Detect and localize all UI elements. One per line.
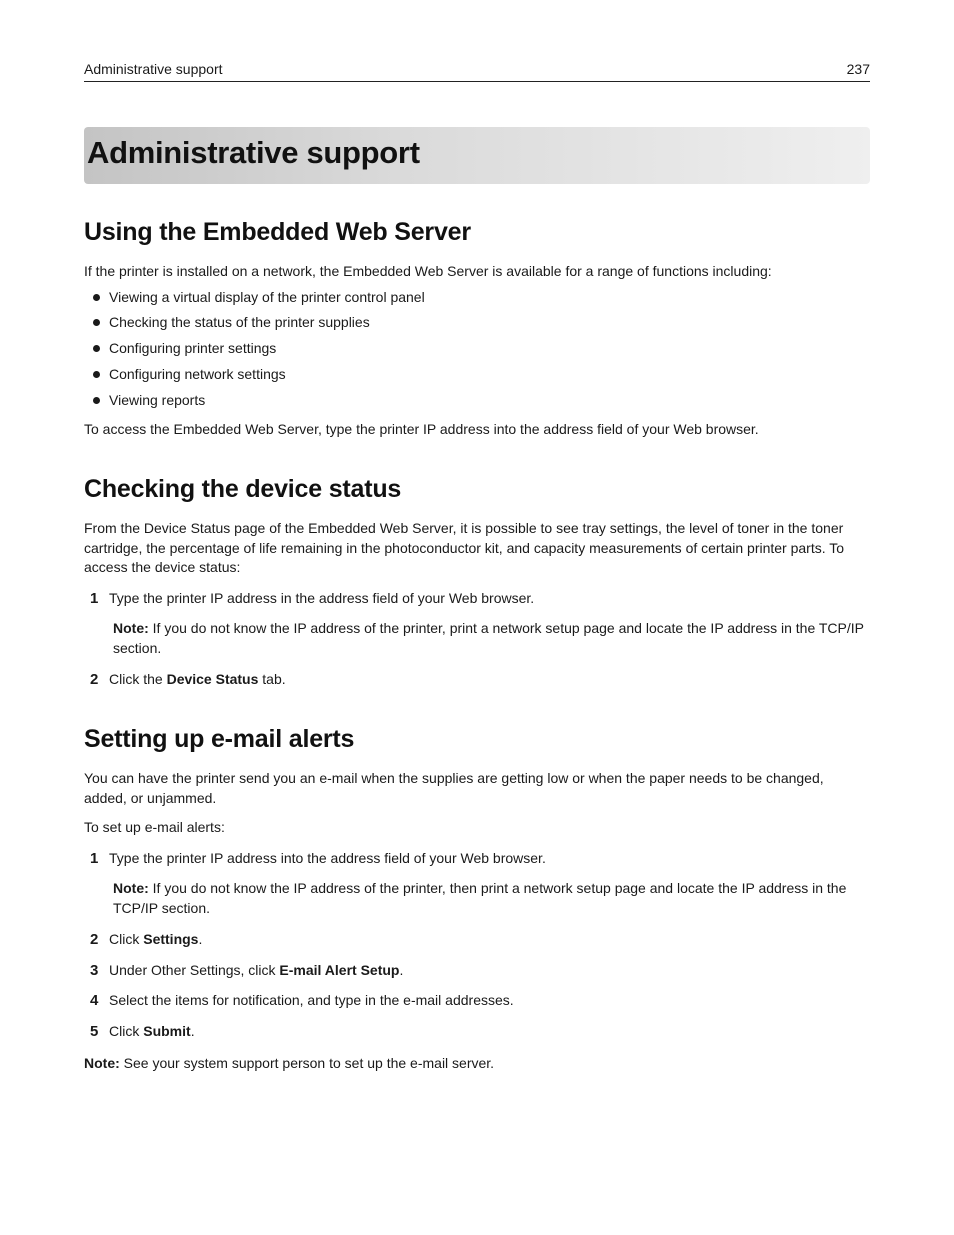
step-number: 3 bbox=[90, 962, 99, 979]
list-item-text: Viewing a virtual display of the printer control panel bbox=[109, 289, 425, 305]
note-text: If you do not know the IP address of the printer, then print a network setup page and locate the IP address in the TCP/IP section. bbox=[113, 880, 847, 916]
list-item bbox=[84, 339, 870, 359]
step-number: 1 bbox=[90, 850, 99, 867]
final-note bbox=[84, 1054, 870, 1074]
list-item bbox=[84, 365, 870, 385]
ui-label-device-status: Device Status bbox=[166, 671, 259, 687]
list-item bbox=[84, 313, 870, 333]
step-text: Type the printer IP address in the address field of your Web browser. bbox=[109, 590, 535, 606]
step-number: 4 bbox=[90, 992, 99, 1009]
bullet-icon bbox=[93, 397, 100, 404]
step-number: 2 bbox=[90, 671, 99, 688]
ui-label-email-alert-setup: E-mail Alert Setup bbox=[279, 962, 400, 978]
list-item bbox=[84, 391, 870, 411]
step-text: Select the items for notification, and type in the e-mail addresses. bbox=[109, 992, 514, 1008]
section-lead: To set up e-mail alerts: bbox=[84, 819, 225, 835]
page-number: 237 bbox=[846, 61, 870, 77]
section-intro: From the Device Status page of the Embedded Web Server, it is possible to see tray settings, the level of toner in the toner cartridge, the percentage of life remaining in the photoconductor kit, and capacity measurements of certain printer parts. To access the device status: bbox=[84, 520, 845, 575]
section-intro: You can have the printer send you an e-mail when the supplies are getting low or when the paper needs to be changed, added, or unjammed. bbox=[84, 770, 824, 806]
running-header bbox=[84, 60, 870, 82]
section-closing: To access the Embedded Web Server, type the printer IP address into the address field of your Web browser. bbox=[84, 421, 759, 437]
step-text: Type the printer IP address into the address field of your Web browser. bbox=[109, 850, 546, 866]
bullet-icon bbox=[93, 294, 100, 301]
bullet-icon bbox=[93, 371, 100, 378]
bullet-icon bbox=[93, 345, 100, 352]
list-item-text: Viewing reports bbox=[109, 392, 206, 408]
note bbox=[113, 619, 870, 658]
chapter-title: Administrative support bbox=[87, 135, 420, 170]
list-item-text: Checking the status of the printer supplies bbox=[109, 314, 370, 330]
ui-label-settings: Settings bbox=[143, 931, 199, 947]
note-text: See your system support person to set up the e-mail server. bbox=[119, 1055, 495, 1071]
note-label: Note: bbox=[113, 880, 149, 896]
note-label: Note: bbox=[84, 1055, 120, 1071]
section-heading-email-alerts: Setting up e-mail alerts bbox=[84, 725, 355, 753]
section-intro: If the printer is installed on a network, the Embedded Web Server is available for a range of functions including: bbox=[84, 263, 772, 279]
step-number: 1 bbox=[90, 590, 99, 607]
section-heading-device-status: Checking the device status bbox=[84, 475, 402, 503]
list-item bbox=[84, 288, 870, 308]
step-text: Under Other Settings, click E-mail Alert Setup. bbox=[109, 962, 404, 978]
step-text: Click Submit. bbox=[109, 1023, 195, 1039]
step-number: 5 bbox=[90, 1023, 99, 1040]
bullet-icon bbox=[93, 319, 100, 326]
step-text: Click the Device Status tab. bbox=[109, 671, 286, 687]
ui-label-submit: Submit bbox=[143, 1023, 191, 1039]
running-header-title: Administrative support bbox=[84, 61, 223, 77]
step-number: 2 bbox=[90, 931, 99, 948]
note-text: If you do not know the IP address of the printer, print a network setup page and locate the IP address in the TCP/IP section. bbox=[113, 620, 864, 656]
list-item-text: Configuring printer settings bbox=[109, 340, 277, 356]
list-item-text: Configuring network settings bbox=[109, 366, 286, 382]
note-label: Note: bbox=[113, 620, 149, 636]
step-text: Click Settings. bbox=[109, 931, 203, 947]
section-heading-embedded-web-server: Using the Embedded Web Server bbox=[84, 218, 471, 246]
note bbox=[113, 879, 870, 918]
